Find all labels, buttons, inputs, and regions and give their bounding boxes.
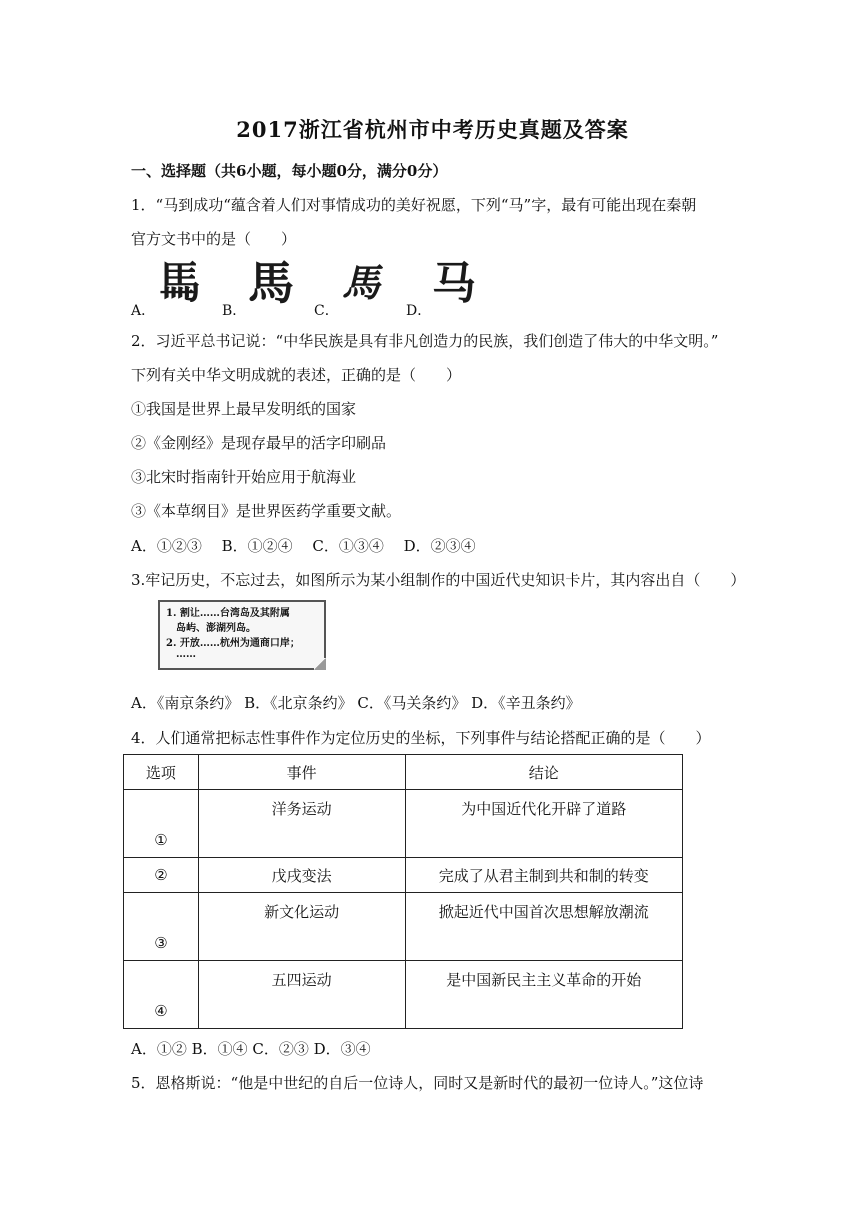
page-curl-icon <box>314 658 326 670</box>
column-header-event: 事件 <box>198 755 405 790</box>
q1-stem-line2: 官方文书中的是（ ） <box>131 230 297 248</box>
card-line: 岛屿、澎湖列岛。 <box>176 623 256 634</box>
row-option: ③ <box>124 893 199 961</box>
history-knowledge-card <box>158 600 326 670</box>
card-line: 2. 开放……杭州为通商口岸； <box>166 638 300 649</box>
q1-option-a-glyph: 𩡧 <box>158 258 202 309</box>
row-option: ④ <box>124 961 199 1029</box>
card-line: …… <box>176 649 196 660</box>
q4-table <box>123 754 683 1029</box>
table-row <box>124 893 683 961</box>
q1-option-a-label: A． <box>131 303 156 319</box>
q2-stem-line1: 2．习近平总书记说：“中华民族是具有非凡创造力的民族，我们创造了伟大的中华文明。” <box>131 332 719 350</box>
q1-option-d-label: D． <box>406 303 432 319</box>
q1-option-d-glyph: 马 <box>432 258 476 309</box>
page-title: 2017浙江省杭州市中考历史真题及答案 <box>236 117 629 142</box>
q1-option-b-label: B． <box>222 303 247 319</box>
q2-item-1: ①我国是世界上最早发明纸的国家 <box>131 400 357 418</box>
row-option: ① <box>124 790 199 858</box>
row-option: ② <box>124 858 199 893</box>
q1-option-c-glyph: 馬 <box>342 261 381 305</box>
q2-item-2: ②《金刚经》是现存最早的活字印刷品 <box>131 434 387 452</box>
row-conclusion: 掀起近代中国首次思想解放潮流 <box>405 893 683 961</box>
card-line: 1. 割让……台湾岛及其附属 <box>166 608 290 619</box>
q1-stem-line1: 1．“马到成功“蕴含着人们对事情成功的美好祝愿，下列“马”字，最有可能出现在秦朝 <box>131 196 697 214</box>
q2-item-4: ③《本草纲目》是世界医药学重要文献。 <box>131 502 402 520</box>
table-row <box>124 790 683 858</box>
q1-option-b-glyph: 馬 <box>248 256 294 310</box>
table-row <box>124 858 683 893</box>
column-header-option: 选项 <box>124 755 199 790</box>
row-event: 五四运动 <box>198 961 405 1029</box>
section-heading: 一、选择题（共6小题，每小题0分，满分0分） <box>131 162 448 180</box>
table-header-row <box>124 755 683 790</box>
q5-stem-line1: 5．恩格斯说：“他是中世纪的自后一位诗人，同时又是新时代的最初一位诗人。”这位诗 <box>131 1074 704 1092</box>
row-conclusion: 为中国近代化开辟了道路 <box>405 790 683 858</box>
q4-stem: 4．人们通常把标志性事件作为定位历史的坐标，下列事件与结论搭配正确的是（ ） <box>131 729 711 747</box>
table-row <box>124 961 683 1029</box>
q1-option-c-label: C． <box>314 303 339 319</box>
q3-stem: 3.牢记历史，不忘过去，如图所示为某小组制作的中国近代史知识卡片，其内容出自（ ） <box>131 571 746 589</box>
row-event: 新文化运动 <box>198 893 405 961</box>
q2-answer-choices: A．①②③ B．①②④ C．①③④ D．②③④ <box>131 537 476 555</box>
row-event: 洋务运动 <box>198 790 405 858</box>
row-conclusion: 是中国新民主主义革命的开始 <box>405 961 683 1029</box>
column-header-conclusion: 结论 <box>405 755 683 790</box>
q2-stem-line2: 下列有关中华文明成就的表述，正确的是（ ） <box>131 366 462 384</box>
q4-answer-choices: A．①② B．①④ C．②③ D．③④ <box>131 1040 371 1058</box>
row-event: 戊戌变法 <box>198 858 405 893</box>
q3-answer-choices: A．《南京条约》 B．《北京条约》 C．《马关条约》 D．《辛丑条约》 <box>131 694 581 712</box>
row-conclusion: 完成了从君主制到共和制的转变 <box>405 858 683 893</box>
q2-item-3: ③北宋时指南针开始应用于航海业 <box>131 468 357 486</box>
